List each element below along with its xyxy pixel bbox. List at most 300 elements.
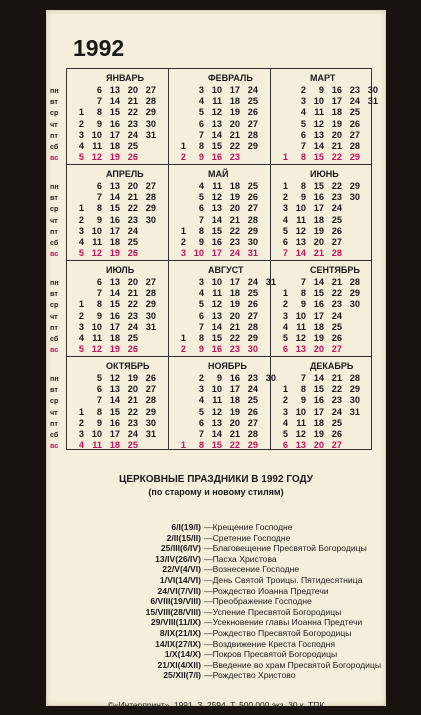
day-number: 23 xyxy=(331,192,342,203)
day-number: 27 xyxy=(247,203,258,214)
day-number: 16 xyxy=(313,395,324,406)
day-number: 5 xyxy=(198,192,204,203)
day-number: 20 xyxy=(229,417,240,428)
day-number: 14 xyxy=(211,214,222,225)
month-name: ДЕКАБРЬ xyxy=(310,361,354,371)
day-number: 16 xyxy=(331,85,342,95)
day-number: 8 xyxy=(96,406,102,417)
day-number: 7 xyxy=(96,96,102,107)
day-number: 10 xyxy=(211,277,222,287)
grid-line xyxy=(66,164,372,165)
day-number: 1 xyxy=(78,299,84,310)
day-number: 16 xyxy=(313,299,324,310)
day-number: 12 xyxy=(211,192,222,203)
weekday-label: чт xyxy=(50,311,58,321)
holiday-row xyxy=(46,660,386,671)
weekday-label: чт xyxy=(50,215,58,225)
day-number: 26 xyxy=(331,225,342,236)
day-number: 10 xyxy=(313,96,324,107)
day-number: 2 xyxy=(282,299,288,310)
day-number: 1 xyxy=(78,406,84,417)
day-number: 21 xyxy=(229,428,240,439)
day-number: 7 xyxy=(96,192,102,203)
weekday-label: вс xyxy=(50,345,59,355)
day-number: 5 xyxy=(78,248,84,259)
day-number: 23 xyxy=(229,344,240,355)
holiday-date: 21/XI(4/XII) xyxy=(157,659,201,670)
day-number: 23 xyxy=(331,299,342,310)
holiday-name: —День Святой Троицы. Пятидесятница xyxy=(204,574,363,585)
day-number: 9 xyxy=(96,417,102,428)
day-number: 22 xyxy=(229,440,240,451)
day-number: 25 xyxy=(127,236,138,247)
day-number: 24 xyxy=(127,428,138,439)
weekday-label: ср xyxy=(50,108,59,118)
weekday-label: пн xyxy=(50,86,59,95)
day-number: 24 xyxy=(331,310,342,321)
day-number: 11 xyxy=(92,332,102,343)
day-number: 6 xyxy=(96,384,102,395)
holiday-date: 25/III(6/IV) xyxy=(160,543,201,554)
day-number: 18 xyxy=(229,395,240,406)
day-number: 3 xyxy=(198,384,204,395)
day-number: 20 xyxy=(127,181,138,191)
day-number: 7 xyxy=(198,428,204,439)
day-number: 29 xyxy=(145,203,156,214)
weekday-label: пт xyxy=(50,418,58,428)
day-number: 29 xyxy=(349,288,360,299)
day-number: 2 xyxy=(78,310,84,321)
day-number: 6 xyxy=(198,417,204,428)
grid-line xyxy=(66,68,372,69)
day-number: 12 xyxy=(91,152,102,163)
holiday-date: 8/IX(21/IX) xyxy=(159,627,201,638)
weekday-label: чт xyxy=(50,119,58,129)
day-number: 22 xyxy=(127,299,138,310)
holidays-title: ЦЕРКОВНЫЕ ПРАЗДНИКИ В 1992 ГОДУ xyxy=(119,474,313,485)
day-number: 10 xyxy=(91,428,102,439)
day-number: 13 xyxy=(109,384,120,395)
holiday-row xyxy=(46,522,386,533)
holiday-date: 22/V(4/VI) xyxy=(162,564,201,575)
day-number: 23 xyxy=(247,373,258,383)
day-number: 25 xyxy=(331,214,342,225)
day-number: 17 xyxy=(211,248,222,259)
month-name: ИЮНЬ xyxy=(310,169,339,179)
day-number: 19 xyxy=(229,299,240,310)
month-name: АВГУСТ xyxy=(208,265,244,275)
day-number: 21 xyxy=(127,192,138,203)
calendar-grid xyxy=(50,68,378,451)
day-number: 20 xyxy=(127,277,138,287)
day-number: 5 xyxy=(198,107,204,118)
day-number: 7 xyxy=(198,321,204,332)
day-number: 26 xyxy=(247,192,258,203)
holiday-date: 15/VIII(28/VIII) xyxy=(145,606,201,617)
day-number: 8 xyxy=(96,107,102,118)
day-number: 26 xyxy=(127,152,138,163)
day-number: 11 xyxy=(92,140,102,151)
day-number: 16 xyxy=(109,118,120,129)
day-number: 29 xyxy=(247,140,258,151)
day-number: 24 xyxy=(247,384,258,395)
day-number: 9 xyxy=(96,214,102,225)
day-number: 25 xyxy=(127,332,138,343)
day-number: 29 xyxy=(145,107,156,118)
day-number: 20 xyxy=(229,310,240,321)
day-number: 17 xyxy=(313,310,324,321)
day-number: 13 xyxy=(211,118,222,129)
day-number: 11 xyxy=(296,417,306,428)
day-number: 15 xyxy=(211,440,222,451)
weekday-label: чт xyxy=(50,407,58,417)
day-number: 9 xyxy=(300,395,306,406)
holiday-name: —Усекновение главы Иоанна Предтечи xyxy=(204,617,363,628)
day-number: 15 xyxy=(109,107,120,118)
day-number: 3 xyxy=(198,85,204,95)
day-number: 30 xyxy=(349,192,360,203)
day-number: 14 xyxy=(109,192,120,203)
day-number: 9 xyxy=(300,299,306,310)
day-number: 25 xyxy=(349,107,360,118)
day-number: 21 xyxy=(127,288,138,299)
day-number: 25 xyxy=(247,395,258,406)
day-number: 19 xyxy=(331,118,342,129)
day-number: 30 xyxy=(145,310,156,321)
day-number: 4 xyxy=(282,214,288,225)
day-number: 3 xyxy=(282,310,288,321)
day-number: 22 xyxy=(127,203,138,214)
day-number: 13 xyxy=(295,236,306,247)
holidays-list xyxy=(46,522,386,681)
day-number: 10 xyxy=(295,203,306,214)
day-number: 10 xyxy=(211,384,222,395)
day-number: 19 xyxy=(229,406,240,417)
weekday-label: вс xyxy=(50,153,59,163)
day-number: 25 xyxy=(127,440,138,451)
day-number: 9 xyxy=(96,310,102,321)
holiday-date: 1/X(14/X) xyxy=(164,649,201,660)
day-number: 27 xyxy=(145,384,156,395)
day-number: 3 xyxy=(198,277,204,287)
day-number: 12 xyxy=(295,225,306,236)
day-number: 30 xyxy=(265,373,276,383)
day-number: 16 xyxy=(109,310,120,321)
day-number: 14 xyxy=(295,248,306,259)
day-number: 11 xyxy=(212,96,222,107)
day-number: 28 xyxy=(145,96,156,107)
day-number: 14 xyxy=(313,373,324,383)
day-number: 30 xyxy=(349,299,360,310)
month-name: МАРТ xyxy=(310,73,336,83)
day-number: 28 xyxy=(247,214,258,225)
day-number: 17 xyxy=(229,384,240,395)
calendar-card xyxy=(46,10,386,710)
day-number: 18 xyxy=(229,288,240,299)
day-number: 22 xyxy=(229,225,240,236)
day-number: 2 xyxy=(300,85,306,95)
day-number: 10 xyxy=(295,310,306,321)
day-number: 26 xyxy=(331,332,342,343)
day-number: 28 xyxy=(145,395,156,406)
day-number: 7 xyxy=(96,288,102,299)
holiday-name: —Воздвижение Креста Господня xyxy=(204,638,336,649)
day-number: 1 xyxy=(180,140,186,151)
day-number: 17 xyxy=(313,203,324,214)
day-number: 4 xyxy=(198,96,204,107)
day-number: 27 xyxy=(247,417,258,428)
day-number: 22 xyxy=(127,107,138,118)
day-number: 29 xyxy=(349,181,360,191)
day-number: 13 xyxy=(313,129,324,140)
holidays-subtitle: (по старому и новому стилям) xyxy=(148,487,284,497)
day-number: 24 xyxy=(229,248,240,259)
day-number: 12 xyxy=(211,299,222,310)
day-number: 13 xyxy=(109,85,120,95)
day-number: 27 xyxy=(331,344,342,355)
day-number: 1 xyxy=(282,181,288,191)
weekday-labels xyxy=(50,85,59,163)
day-number: 27 xyxy=(145,181,156,191)
day-number: 2 xyxy=(198,373,204,383)
holiday-name: —Введение во храм Пресвятой Богородицы xyxy=(204,659,382,670)
day-number: 11 xyxy=(212,288,222,299)
day-number: 7 xyxy=(282,248,288,259)
day-number: 13 xyxy=(295,440,306,451)
month-name: ЯНВАРЬ xyxy=(106,73,144,83)
day-number: 24 xyxy=(247,85,258,95)
weekday-label: пт xyxy=(50,130,58,140)
day-number: 19 xyxy=(109,248,120,259)
day-number: 21 xyxy=(127,96,138,107)
holiday-name: —Покров Пресвятой Богородицы xyxy=(204,649,338,660)
day-number: 31 xyxy=(265,277,276,287)
day-number: 5 xyxy=(78,344,84,355)
holiday-row xyxy=(46,596,386,607)
day-number: 15 xyxy=(313,288,324,299)
day-number: 27 xyxy=(145,277,156,287)
holiday-date: 6/VIII(19/VIII) xyxy=(150,596,201,607)
day-number: 22 xyxy=(127,406,138,417)
day-number: 9 xyxy=(96,118,102,129)
day-number: 2 xyxy=(78,118,84,129)
day-number: 13 xyxy=(211,310,222,321)
day-number: 29 xyxy=(247,440,258,451)
day-number: 3 xyxy=(180,248,186,259)
day-number: 28 xyxy=(349,277,360,287)
day-number: 28 xyxy=(145,192,156,203)
day-number: 25 xyxy=(247,181,258,191)
day-number: 5 xyxy=(282,225,288,236)
day-number: 20 xyxy=(313,440,324,451)
weekday-label: вт xyxy=(50,385,58,395)
day-number: 23 xyxy=(349,85,360,95)
day-number: 18 xyxy=(331,107,342,118)
day-number: 19 xyxy=(109,152,120,163)
day-number: 15 xyxy=(313,181,324,191)
day-number: 24 xyxy=(331,406,342,417)
day-number: 19 xyxy=(313,332,324,343)
holiday-row xyxy=(46,586,386,597)
day-number: 3 xyxy=(78,428,84,439)
day-number: 28 xyxy=(247,129,258,140)
day-number: 2 xyxy=(78,214,84,225)
day-number: 19 xyxy=(313,225,324,236)
day-number: 14 xyxy=(109,395,120,406)
day-number: 11 xyxy=(212,395,222,406)
day-number: 2 xyxy=(180,152,186,163)
day-number: 20 xyxy=(229,203,240,214)
holiday-row xyxy=(46,649,386,660)
day-number: 22 xyxy=(331,288,342,299)
day-number: 18 xyxy=(313,321,324,332)
day-number: 31 xyxy=(367,96,378,107)
day-number: 21 xyxy=(229,321,240,332)
day-number: 9 xyxy=(198,344,204,355)
day-number: 20 xyxy=(313,344,324,355)
day-number: 16 xyxy=(229,373,240,383)
holiday-name: —Рождество Христово xyxy=(204,670,296,681)
weekday-label: сб xyxy=(50,141,59,151)
holiday-date: 1/VI(14/VI) xyxy=(159,574,201,585)
holiday-row xyxy=(46,533,386,544)
day-number: 20 xyxy=(229,118,240,129)
day-number: 28 xyxy=(349,140,360,151)
day-number: 26 xyxy=(127,248,138,259)
day-number: 16 xyxy=(313,192,324,203)
weekday-label: пт xyxy=(50,226,58,236)
holiday-date: 6/I(19/I) xyxy=(171,522,201,532)
day-number: 29 xyxy=(247,225,258,236)
day-number: 26 xyxy=(247,406,258,417)
day-number: 11 xyxy=(92,236,102,247)
day-number: 26 xyxy=(127,344,138,355)
holiday-name: —Преображение Господне xyxy=(204,596,312,607)
day-number: 24 xyxy=(127,129,138,140)
day-number: 22 xyxy=(331,384,342,395)
day-number: 7 xyxy=(96,395,102,406)
day-number: 4 xyxy=(78,140,84,151)
day-number: 3 xyxy=(282,406,288,417)
holiday-row xyxy=(46,575,386,586)
day-number: 26 xyxy=(349,118,360,129)
day-number: 29 xyxy=(247,332,258,343)
day-number: 1 xyxy=(78,107,84,118)
day-number: 4 xyxy=(282,417,288,428)
day-number: 2 xyxy=(78,417,84,428)
day-number: 25 xyxy=(127,140,138,151)
day-number: 4 xyxy=(282,321,288,332)
day-number: 19 xyxy=(127,373,138,383)
day-number: 23 xyxy=(127,310,138,321)
holiday-row xyxy=(46,543,386,554)
day-number: 19 xyxy=(109,344,120,355)
day-number: 28 xyxy=(247,321,258,332)
day-number: 5 xyxy=(78,152,84,163)
day-number: 11 xyxy=(92,440,102,451)
day-number: 17 xyxy=(109,225,120,236)
day-number: 6 xyxy=(96,181,102,191)
day-number: 7 xyxy=(198,214,204,225)
grid-line xyxy=(66,356,372,357)
day-number: 17 xyxy=(229,85,240,95)
day-number: 3 xyxy=(282,203,288,214)
day-number: 6 xyxy=(282,344,288,355)
day-number: 18 xyxy=(109,440,120,451)
day-number: 19 xyxy=(229,107,240,118)
day-number: 21 xyxy=(331,373,342,383)
weekday-labels xyxy=(50,181,59,259)
day-number: 1 xyxy=(282,152,288,163)
day-number: 25 xyxy=(331,417,342,428)
day-number: 8 xyxy=(300,181,306,191)
day-number: 18 xyxy=(109,332,120,343)
holiday-name: —Рождество Пресвятой Богородицы xyxy=(204,627,352,638)
day-number: 6 xyxy=(198,310,204,321)
month-name: МАЙ xyxy=(208,169,229,179)
month-name: СЕНТЯБРЬ xyxy=(310,265,360,275)
day-number: 8 xyxy=(96,299,102,310)
weekday-label: ср xyxy=(50,204,59,214)
weekday-label: пт xyxy=(50,322,58,332)
day-number: 4 xyxy=(78,236,84,247)
day-number: 30 xyxy=(247,344,258,355)
day-number: 23 xyxy=(331,395,342,406)
day-number: 21 xyxy=(331,277,342,287)
day-number: 14 xyxy=(313,277,324,287)
holiday-name: —Пасха Христова xyxy=(204,553,277,564)
day-number: 18 xyxy=(229,96,240,107)
day-number: 30 xyxy=(367,85,378,95)
day-number: 13 xyxy=(109,181,120,191)
day-number: 28 xyxy=(247,428,258,439)
day-number: 4 xyxy=(198,288,204,299)
day-number: 2 xyxy=(282,192,288,203)
day-number: 31 xyxy=(145,129,156,140)
day-number: 28 xyxy=(331,248,342,259)
holiday-date: 14/IX(27/IX) xyxy=(155,638,201,649)
day-number: 3 xyxy=(78,321,84,332)
day-number: 15 xyxy=(211,225,222,236)
day-number: 24 xyxy=(349,96,360,107)
day-number: 13 xyxy=(211,417,222,428)
holiday-date: 2/II(15/II) xyxy=(166,532,201,543)
day-number: 14 xyxy=(211,129,222,140)
day-number: 3 xyxy=(300,96,306,107)
holiday-name: —Сретение Господне xyxy=(204,532,291,543)
day-number: 5 xyxy=(198,299,204,310)
weekday-label: вт xyxy=(50,289,58,299)
day-number: 8 xyxy=(198,225,204,236)
day-number: 17 xyxy=(109,129,120,140)
day-number: 28 xyxy=(145,288,156,299)
month-name: НОЯБРЬ xyxy=(208,361,247,371)
day-number: 5 xyxy=(282,428,288,439)
day-number: 16 xyxy=(211,152,222,163)
day-number: 21 xyxy=(229,214,240,225)
holiday-row xyxy=(46,554,386,565)
day-number: 25 xyxy=(331,321,342,332)
day-number: 9 xyxy=(318,85,324,95)
holiday-row xyxy=(46,670,386,681)
day-number: 11 xyxy=(296,321,306,332)
day-number: 12 xyxy=(91,344,102,355)
day-number: 22 xyxy=(229,332,240,343)
day-number: 1 xyxy=(180,225,186,236)
day-number: 12 xyxy=(91,248,102,259)
day-number: 26 xyxy=(331,428,342,439)
day-number: 1 xyxy=(282,384,288,395)
